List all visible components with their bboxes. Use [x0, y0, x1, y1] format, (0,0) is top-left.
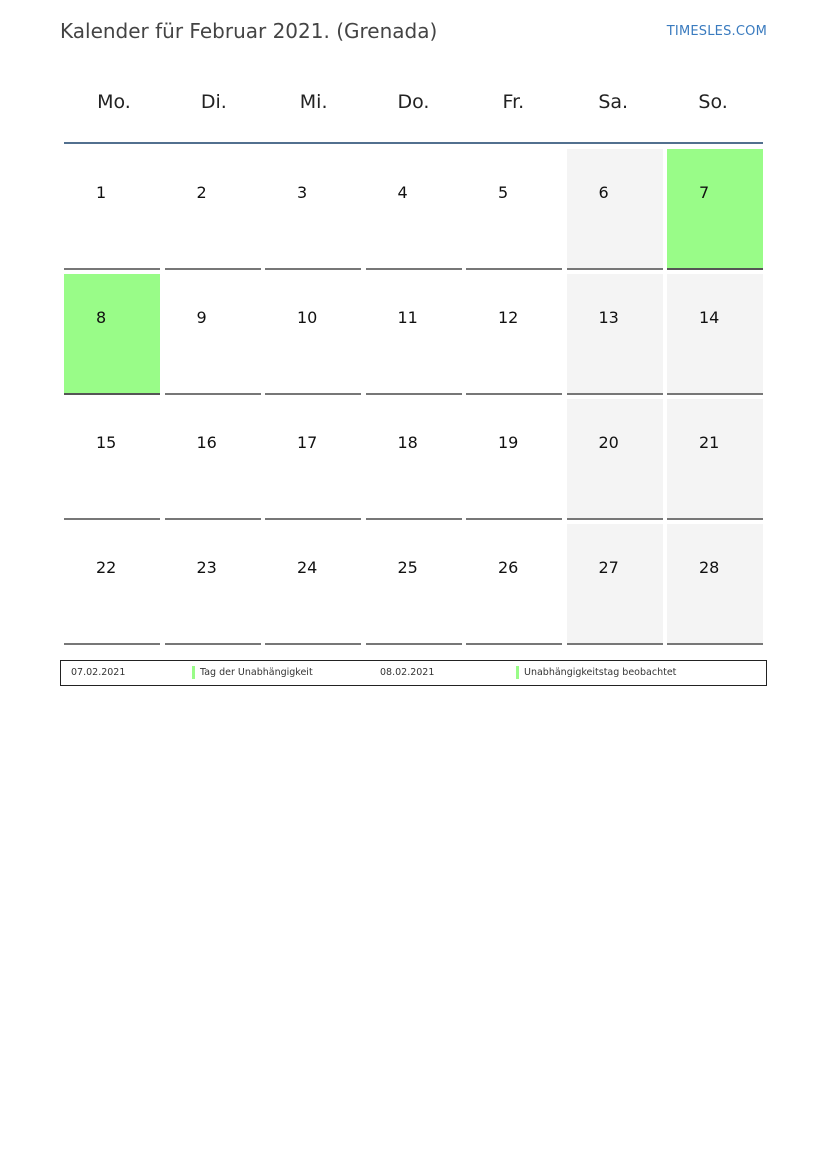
day-number: 2 [196, 183, 207, 202]
calendar-day [165, 274, 261, 395]
calendar-day-weekend [567, 274, 663, 395]
day-number: 9 [196, 308, 207, 327]
holiday-date: 07.02.2021 [71, 667, 126, 678]
day-number: 23 [196, 558, 217, 577]
header-divider [64, 142, 763, 144]
day-number: 10 [297, 308, 318, 327]
calendar-week [64, 274, 763, 395]
day-number: 13 [598, 308, 619, 327]
day-number: 8 [96, 308, 107, 327]
calendar-day [165, 399, 261, 520]
calendar-day [366, 274, 462, 395]
holiday-color-marker [516, 666, 519, 679]
calendar-day-weekend [567, 399, 663, 520]
calendar-day-weekend [567, 149, 663, 270]
day-number: 5 [498, 183, 509, 202]
calendar-day [64, 399, 160, 520]
day-number: 21 [699, 433, 720, 452]
weekday-label: Mi. [299, 91, 328, 113]
day-number: 15 [96, 433, 117, 452]
calendar-day [64, 149, 160, 270]
calendar-day [265, 274, 361, 395]
calendar-week [64, 149, 763, 270]
day-number: 4 [397, 183, 408, 202]
day-number: 6 [598, 183, 609, 202]
day-number: 7 [699, 183, 710, 202]
calendar-day-weekend [667, 524, 763, 645]
day-number: 25 [397, 558, 418, 577]
day-number: 27 [598, 558, 619, 577]
weekday-label: Di. [200, 91, 227, 113]
calendar-day-weekend [567, 524, 663, 645]
day-number: 1 [96, 183, 107, 202]
day-number: 16 [196, 433, 217, 452]
weekday-label: Fr. [502, 91, 525, 113]
calendar-day [64, 524, 160, 645]
weekday-label: Do. [397, 91, 430, 113]
weekday-label: So. [698, 91, 728, 113]
calendar-day [466, 399, 562, 520]
day-number: 24 [297, 558, 318, 577]
weekday-label: Mo. [97, 91, 131, 113]
day-number: 28 [699, 558, 720, 577]
weekday-label: Sa. [598, 91, 629, 113]
day-number: 22 [96, 558, 117, 577]
weekday-header-row [64, 91, 763, 113]
calendar-day [165, 149, 261, 270]
holiday-date: 08.02.2021 [380, 667, 435, 678]
calendar-day-holiday [64, 274, 160, 395]
holiday-color-marker [192, 666, 195, 679]
holiday-name: Tag der Unabhängigkeit [200, 667, 313, 678]
day-number: 19 [498, 433, 519, 452]
site-link[interactable]: TIMESLES.COM [666, 24, 767, 39]
calendar-day [466, 274, 562, 395]
calendar-grid [64, 149, 763, 649]
calendar-day [366, 524, 462, 645]
calendar-day-holiday [667, 149, 763, 270]
calendar-week [64, 399, 763, 520]
calendar-day-weekend [667, 274, 763, 395]
calendar-day [366, 149, 462, 270]
calendar-day [265, 399, 361, 520]
calendar-day [466, 524, 562, 645]
day-number: 3 [297, 183, 308, 202]
day-number: 17 [297, 433, 318, 452]
calendar-day [165, 524, 261, 645]
day-number: 12 [498, 308, 519, 327]
holiday-legend [60, 660, 767, 686]
day-number: 11 [397, 308, 418, 327]
holiday-name: Unabhängigkeitstag beobachtet [524, 667, 677, 678]
calendar-day-weekend [667, 399, 763, 520]
day-number: 14 [699, 308, 720, 327]
day-number: 20 [598, 433, 619, 452]
day-number: 26 [498, 558, 519, 577]
calendar-day [366, 399, 462, 520]
calendar-day [265, 524, 361, 645]
page-title: Kalender für Februar 2021. (Grenada) [60, 19, 438, 43]
calendar-week [64, 524, 763, 645]
day-number: 18 [397, 433, 418, 452]
calendar-day [466, 149, 562, 270]
calendar-day [265, 149, 361, 270]
